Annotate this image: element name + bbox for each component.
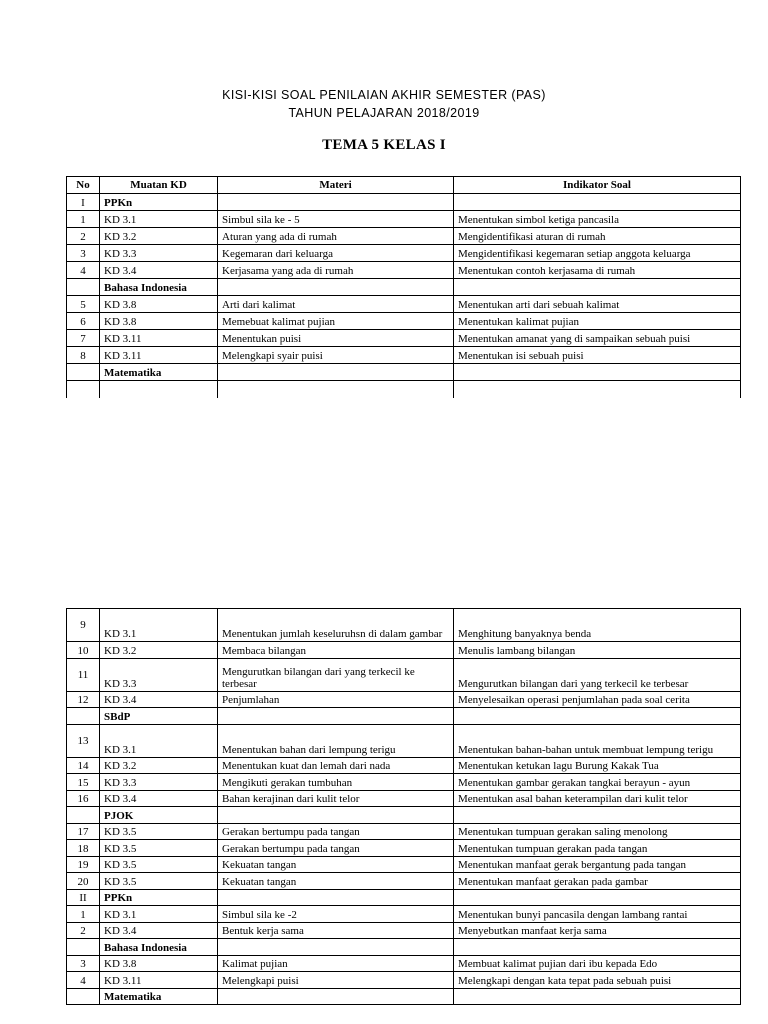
row-number-cell: 17 bbox=[67, 823, 100, 840]
indikator-soal-cell bbox=[454, 988, 741, 1005]
materi-cell: Bahan kerajinan dari kulit telor bbox=[218, 790, 454, 807]
indikator-soal-cell bbox=[454, 194, 741, 211]
materi-cell: Melengkapi puisi bbox=[218, 972, 454, 989]
indikator-soal-cell: Membuat kalimat pujian dari ibu kepada Edo bbox=[454, 955, 741, 972]
indikator-soal-cell: Menyebutkan manfaat kerja sama bbox=[454, 922, 741, 939]
materi-cell bbox=[218, 939, 454, 956]
muatan-kd-cell: KD 3.11 bbox=[100, 347, 218, 364]
indikator-soal-cell: Mengurutkan bilangan dari yang terkecil ke terbesar bbox=[454, 658, 741, 691]
muatan-kd-cell: KD 3.5 bbox=[100, 823, 218, 840]
muatan-kd-cell: KD 3.2 bbox=[100, 228, 218, 245]
indikator-soal-cell: Menghitung banyaknya benda bbox=[454, 609, 741, 642]
row-number-cell: 4 bbox=[67, 972, 100, 989]
indikator-soal-cell: Mengidentifikasi kegemaran setiap anggota keluarga bbox=[454, 245, 741, 262]
table-row bbox=[67, 347, 741, 364]
muatan-kd-cell: KD 3.4 bbox=[100, 790, 218, 807]
column-header-no: No bbox=[67, 177, 100, 194]
materi-cell: Bentuk kerja sama bbox=[218, 922, 454, 939]
table-header-row bbox=[67, 177, 741, 194]
table-row bbox=[67, 774, 741, 791]
muatan-kd-cell: KD 3.5 bbox=[100, 873, 218, 890]
row-number-cell bbox=[67, 807, 100, 824]
materi-cell bbox=[218, 807, 454, 824]
muatan-kd-cell: KD 3.5 bbox=[100, 856, 218, 873]
table-continuation-row bbox=[67, 381, 741, 398]
materi-cell: Kalimat pujian bbox=[218, 955, 454, 972]
materi-cell: Arti dari kalimat bbox=[218, 296, 454, 313]
muatan-kd-cell: KD 3.8 bbox=[100, 313, 218, 330]
indikator-soal-cell: Menentukan amanat yang di sampaikan sebuah puisi bbox=[454, 330, 741, 347]
section-row bbox=[67, 194, 741, 211]
indikator-soal-cell: Menyelesaikan operasi penjumlahan pada soal cerita bbox=[454, 691, 741, 708]
empty-cell bbox=[454, 381, 741, 398]
indikator-soal-cell bbox=[454, 364, 741, 381]
materi-cell bbox=[218, 708, 454, 725]
table-row bbox=[67, 790, 741, 807]
indikator-soal-cell bbox=[454, 708, 741, 725]
table-row bbox=[67, 245, 741, 262]
row-number-cell: 19 bbox=[67, 856, 100, 873]
indikator-soal-cell: Menentukan arti dari sebuah kalimat bbox=[454, 296, 741, 313]
document-subtitle-year: TAHUN PELAJARAN 2018/2019 bbox=[288, 106, 480, 120]
indikator-soal-cell: Menentukan gambar gerakan tangkai berayun - ayun bbox=[454, 774, 741, 791]
section-title-cell: Matematika bbox=[100, 988, 218, 1005]
document-theme-title: TEMA 5 KELAS I bbox=[322, 137, 446, 153]
indikator-soal-cell bbox=[454, 939, 741, 956]
table-row bbox=[67, 873, 741, 890]
row-number-cell: 3 bbox=[67, 245, 100, 262]
table-row bbox=[67, 840, 741, 857]
materi-cell: Mengurutkan bilangan dari yang terkecil ke terbesar bbox=[218, 658, 454, 691]
table-row bbox=[67, 691, 741, 708]
row-number-cell bbox=[67, 939, 100, 956]
table-row bbox=[67, 330, 741, 347]
row-number-cell: 6 bbox=[67, 313, 100, 330]
indikator-soal-cell: Menentukan tumpuan gerakan pada tangan bbox=[454, 840, 741, 857]
row-number-cell: 3 bbox=[67, 955, 100, 972]
muatan-kd-cell: KD 3.1 bbox=[100, 609, 218, 642]
indikator-soal-cell: Menentukan asal bahan keterampilan dari kulit telor bbox=[454, 790, 741, 807]
section-row bbox=[67, 279, 741, 296]
muatan-kd-cell: KD 3.4 bbox=[100, 262, 218, 279]
muatan-kd-cell: KD 3.5 bbox=[100, 840, 218, 857]
indikator-soal-cell bbox=[454, 279, 741, 296]
section-row bbox=[67, 364, 741, 381]
materi-cell bbox=[218, 279, 454, 296]
muatan-kd-cell: KD 3.3 bbox=[100, 245, 218, 262]
table-row bbox=[67, 609, 741, 642]
row-number-cell: 2 bbox=[67, 922, 100, 939]
muatan-kd-cell: KD 3.1 bbox=[100, 906, 218, 923]
indikator-soal-cell: Menentukan manfaat gerakan pada gambar bbox=[454, 873, 741, 890]
indikator-soal-cell: Menentukan manfaat gerak bergantung pada tangan bbox=[454, 856, 741, 873]
materi-cell: Kekuatan tangan bbox=[218, 873, 454, 890]
section-row bbox=[67, 807, 741, 824]
table-row bbox=[67, 724, 741, 757]
row-number-cell: 9 bbox=[67, 609, 100, 642]
indikator-soal-cell: Menentukan contoh kerjasama di rumah bbox=[454, 262, 741, 279]
muatan-kd-cell: KD 3.8 bbox=[100, 955, 218, 972]
row-number-cell: II bbox=[67, 889, 100, 906]
section-title-cell: Matematika bbox=[100, 364, 218, 381]
indikator-soal-cell: Menentukan ketukan lagu Burung Kakak Tua bbox=[454, 757, 741, 774]
materi-cell: Penjumlahan bbox=[218, 691, 454, 708]
muatan-kd-cell: KD 3.1 bbox=[100, 211, 218, 228]
section-row bbox=[67, 889, 741, 906]
materi-cell: Gerakan bertumpu pada tangan bbox=[218, 823, 454, 840]
table-row bbox=[67, 906, 741, 923]
materi-cell: Membaca bilangan bbox=[218, 642, 454, 659]
muatan-kd-cell: KD 3.4 bbox=[100, 922, 218, 939]
row-number-cell bbox=[67, 988, 100, 1005]
row-number-cell: 1 bbox=[67, 906, 100, 923]
table-row bbox=[67, 642, 741, 659]
materi-cell: Kerjasama yang ada di rumah bbox=[218, 262, 454, 279]
materi-cell: Menentukan kuat dan lemah dari nada bbox=[218, 757, 454, 774]
column-header-muatan-kd: Muatan KD bbox=[100, 177, 218, 194]
row-number-cell: 5 bbox=[67, 296, 100, 313]
indikator-soal-cell: Mengidentifikasi aturan di rumah bbox=[454, 228, 741, 245]
row-number-cell: 11 bbox=[67, 658, 100, 691]
empty-cell bbox=[67, 381, 100, 398]
muatan-kd-cell: KD 3.8 bbox=[100, 296, 218, 313]
empty-cell bbox=[100, 381, 218, 398]
materi-cell: Simbul sila ke -2 bbox=[218, 906, 454, 923]
row-number-cell: 16 bbox=[67, 790, 100, 807]
muatan-kd-cell: KD 3.1 bbox=[100, 724, 218, 757]
materi-cell bbox=[218, 889, 454, 906]
table-row bbox=[67, 262, 741, 279]
row-number-cell: 20 bbox=[67, 873, 100, 890]
empty-cell bbox=[218, 381, 454, 398]
section-title-cell: PPKn bbox=[100, 194, 218, 211]
row-number-cell: 14 bbox=[67, 757, 100, 774]
materi-cell: Memebuat kalimat pujian bbox=[218, 313, 454, 330]
muatan-kd-cell: KD 3.3 bbox=[100, 774, 218, 791]
row-number-cell: 4 bbox=[67, 262, 100, 279]
section-title-cell: Bahasa Indonesia bbox=[100, 279, 218, 296]
materi-cell: Menentukan bahan dari lempung terigu bbox=[218, 724, 454, 757]
materi-cell: Gerakan bertumpu pada tangan bbox=[218, 840, 454, 857]
muatan-kd-cell: KD 3.4 bbox=[100, 691, 218, 708]
indikator-soal-cell bbox=[454, 807, 741, 824]
row-number-cell: 1 bbox=[67, 211, 100, 228]
row-number-cell: I bbox=[67, 194, 100, 211]
table-row bbox=[67, 757, 741, 774]
row-number-cell bbox=[67, 708, 100, 725]
table-row bbox=[67, 228, 741, 245]
materi-cell: Simbul sila ke - 5 bbox=[218, 211, 454, 228]
muatan-kd-cell: KD 3.11 bbox=[100, 330, 218, 347]
indikator-soal-cell: Melengkapi dengan kata tepat pada sebuah puisi bbox=[454, 972, 741, 989]
materi-cell: Melengkapi syair puisi bbox=[218, 347, 454, 364]
table-row bbox=[67, 313, 741, 330]
section-row bbox=[67, 939, 741, 956]
materi-cell: Kegemaran dari keluarga bbox=[218, 245, 454, 262]
row-number-cell: 7 bbox=[67, 330, 100, 347]
row-number-cell: 10 bbox=[67, 642, 100, 659]
row-number-cell: 8 bbox=[67, 347, 100, 364]
section-title-cell: SBdP bbox=[100, 708, 218, 725]
materi-cell: Menentukan jumlah keseluruhsn di dalam gambar bbox=[218, 609, 454, 642]
indikator-soal-cell: Menentukan isi sebuah puisi bbox=[454, 347, 741, 364]
materi-cell bbox=[218, 194, 454, 211]
materi-cell bbox=[218, 988, 454, 1005]
table-row bbox=[67, 658, 741, 691]
muatan-kd-cell: KD 3.2 bbox=[100, 642, 218, 659]
muatan-kd-cell: KD 3.3 bbox=[100, 658, 218, 691]
kisi-kisi-table-page-2 bbox=[66, 608, 741, 1005]
table-row bbox=[67, 972, 741, 989]
table-row bbox=[67, 955, 741, 972]
column-header-indikator-soal: Indikator Soal bbox=[454, 177, 741, 194]
section-title-cell: PJOK bbox=[100, 807, 218, 824]
row-number-cell: 12 bbox=[67, 691, 100, 708]
materi-cell: Menentukan puisi bbox=[218, 330, 454, 347]
table-row bbox=[67, 823, 741, 840]
row-number-cell: 13 bbox=[67, 724, 100, 757]
table-row bbox=[67, 211, 741, 228]
muatan-kd-cell: KD 3.2 bbox=[100, 757, 218, 774]
row-number-cell bbox=[67, 279, 100, 296]
section-row bbox=[67, 988, 741, 1005]
table-row bbox=[67, 856, 741, 873]
indikator-soal-cell: Menulis lambang bilangan bbox=[454, 642, 741, 659]
indikator-soal-cell: Menentukan kalimat pujian bbox=[454, 313, 741, 330]
table-row bbox=[67, 922, 741, 939]
row-number-cell bbox=[67, 364, 100, 381]
materi-cell: Aturan yang ada di rumah bbox=[218, 228, 454, 245]
table-row bbox=[67, 296, 741, 313]
row-number-cell: 18 bbox=[67, 840, 100, 857]
muatan-kd-cell: KD 3.11 bbox=[100, 972, 218, 989]
document-title: KISI-KISI SOAL PENILAIAN AKHIR SEMESTER (PAS) bbox=[222, 88, 546, 102]
indikator-soal-cell bbox=[454, 889, 741, 906]
kisi-kisi-table-page-1 bbox=[66, 176, 741, 398]
column-header-materi: Materi bbox=[218, 177, 454, 194]
materi-cell: Mengikuti gerakan tumbuhan bbox=[218, 774, 454, 791]
indikator-soal-cell: Menentukan tumpuan gerakan saling menolong bbox=[454, 823, 741, 840]
indikator-soal-cell: Menentukan bahan-bahan untuk membuat lempung terigu bbox=[454, 724, 741, 757]
row-number-cell: 2 bbox=[67, 228, 100, 245]
materi-cell: Kekuatan tangan bbox=[218, 856, 454, 873]
section-title-cell: PPKn bbox=[100, 889, 218, 906]
indikator-soal-cell: Menentukan bunyi pancasila dengan lambang rantai bbox=[454, 906, 741, 923]
indikator-soal-cell: Menentukan simbol ketiga pancasila bbox=[454, 211, 741, 228]
section-title-cell: Bahasa Indonesia bbox=[100, 939, 218, 956]
materi-cell bbox=[218, 364, 454, 381]
section-row bbox=[67, 708, 741, 725]
row-number-cell: 15 bbox=[67, 774, 100, 791]
